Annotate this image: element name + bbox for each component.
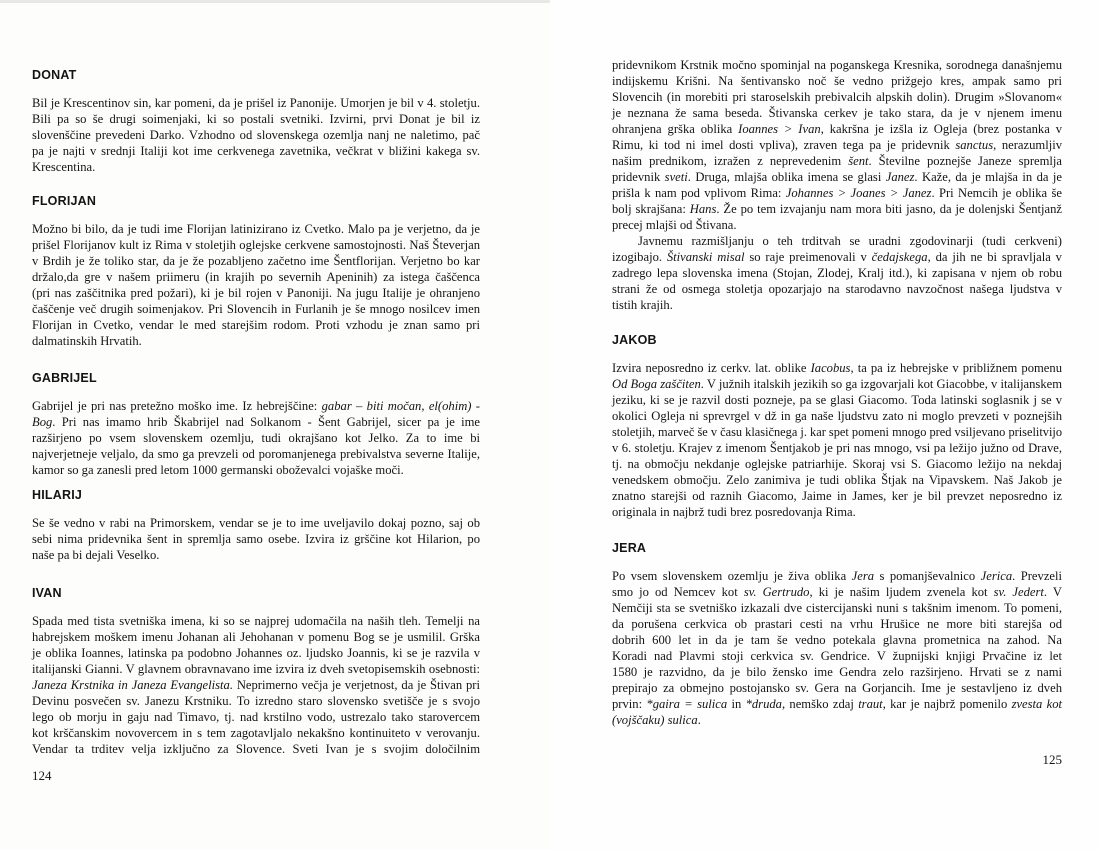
book-page-right bbox=[550, 0, 1100, 850]
text-run: Izvira neposredno iz cerkv. lat. oblike bbox=[612, 361, 811, 375]
text-run: , nemško zdaj bbox=[781, 697, 859, 711]
text-run: pridevnikom Krstnik močno spominjal na poganskega Kresnika, sorodnega današnjemu bbox=[612, 58, 1062, 72]
italic-text-run: Od Boga zaščiten bbox=[612, 377, 701, 391]
text-line bbox=[32, 645, 480, 661]
text-line bbox=[612, 121, 1062, 137]
text-run: čaščenje več drugih soimenjakov. Pri Slovencih in Furlanih je še mnogo nosilcev imen bbox=[32, 302, 480, 316]
page-number: 124 bbox=[32, 768, 52, 783]
text-line bbox=[32, 333, 480, 349]
italic-text-run: čedajskega bbox=[871, 250, 928, 264]
text-line bbox=[612, 696, 1062, 712]
text-run: habrejskem moškem imenu Johanan ali Jehohanan v pomenu Bog se je usmilil. Grška bbox=[32, 630, 480, 644]
text-run: izogibajo. bbox=[612, 250, 667, 264]
text-line bbox=[32, 237, 480, 253]
text-line bbox=[32, 317, 480, 333]
text-line bbox=[32, 709, 480, 725]
text-run: stoletjih, marveč še v času klasičnega j. kar spet pomeni mnogo pred vsiljevano priselitvijo bbox=[612, 425, 1062, 439]
entry-jera bbox=[612, 540, 1062, 728]
italic-text-run: zvesta kot bbox=[1011, 697, 1063, 711]
text-run: tj. na območju nekdanje oglejske patriarhije. Skoraj vsi S. Giacomo ležijo na nekdaj bbox=[612, 457, 1062, 471]
text-run: sebi nima pridevnika šent in spremlja samo osebe. Izvira iz grščine kot Hilarion, po bbox=[32, 532, 480, 546]
text-line bbox=[32, 629, 480, 645]
text-run: smo jo od Nemcev kot bbox=[612, 585, 744, 599]
text-run: (pri nas zaščitnika pred požari), ki je bil rojen v Panoniji. Na jugu Italije je ohranjeno bbox=[32, 286, 480, 300]
entry-heading: JAKOB bbox=[612, 333, 657, 347]
text-run: , ki je našim ljudem zvenela kot bbox=[809, 585, 994, 599]
text-run: precej mlajši od Štivana. bbox=[612, 218, 737, 232]
italic-text-run: sveti bbox=[664, 170, 688, 184]
text-line bbox=[612, 680, 1062, 696]
text-line bbox=[612, 297, 1062, 313]
text-run: okolici Ogleja ni sprevrgel v dž in ga naše ljudstvu zato ni moglo prevzeti v poznejših bbox=[612, 409, 1062, 423]
text-line bbox=[32, 414, 480, 430]
text-run: slovenščine prevedeni Darko. Vzhodno od slovenskega ozemlja nanj ne naletimo, pač bbox=[32, 128, 480, 142]
entry-gabrijel bbox=[32, 370, 480, 478]
text-run: , kar je najbrž pomenilo bbox=[882, 697, 1012, 711]
paragraph bbox=[32, 221, 480, 349]
text-line bbox=[32, 741, 480, 757]
text-line bbox=[612, 281, 1062, 297]
text-run: Spada med tista svetniška imena, ki so se najprej udomačila na naših tleh. Temelji na bbox=[32, 614, 480, 628]
text-line bbox=[32, 253, 480, 269]
text-line bbox=[612, 153, 1062, 169]
entry-ivan bbox=[32, 585, 480, 757]
text-run: držalo,da gre v našem priimeru (in krajih po severnih Apeninih) za istega čaščenca bbox=[32, 270, 480, 284]
text-line bbox=[612, 472, 1062, 488]
italic-text-run: Bog bbox=[32, 415, 53, 429]
text-run: Gabrijel je pri nas pretežno moško ime. Iz hebrejščine: bbox=[32, 399, 322, 413]
text-run: in bbox=[727, 697, 746, 711]
entry-heading: FLORIJAN bbox=[32, 194, 97, 208]
text-line bbox=[32, 143, 480, 159]
paragraph bbox=[32, 515, 480, 563]
text-run: Se še vedno v rabi na Primorskem, vendar se je to ime uveljavilo dokaj pozno, saj ob bbox=[32, 516, 480, 530]
text-line bbox=[612, 648, 1062, 664]
text-run: v 6. stoletju. Krajev z imenom Šentjakob je pri nas mnogo, vsi pa ležijo južno od Drave, bbox=[612, 441, 1062, 455]
text-run: je neznana že sama beseda. Štivanska cerkev je tako stara, da je v njenem imenu bbox=[612, 106, 1062, 120]
text-line bbox=[612, 712, 1062, 728]
text-run: znatno starejši od raznih Giacomo, Jaime in James, ker je bil prevzet neposredno iz bbox=[612, 489, 1062, 503]
text-run: Rimu, ki tod ni imel dosti vpliva), zraven tega pa je pridevnik bbox=[612, 138, 956, 152]
italic-text-run: Janez bbox=[885, 170, 915, 184]
text-run: pridevnik bbox=[612, 170, 665, 184]
text-run: , nerazumljiv bbox=[993, 138, 1062, 152]
text-line bbox=[612, 616, 1062, 632]
text-run: Slovencih (in morebiti pri staroselskih prebivalcih alpskih dolin). Drugim »Slovanom« bbox=[612, 90, 1062, 104]
text-run: prvin: bbox=[612, 697, 647, 711]
text-line bbox=[32, 693, 480, 709]
text-run: Vendar ta trditev velja izključno za Slovence. Sveti Ivan je s svojim določilnim bbox=[32, 742, 480, 756]
text-run: so raje preimenovali v bbox=[744, 250, 872, 264]
text-run: ohranjena grška oblika bbox=[612, 122, 739, 136]
text-run: jeziku, ki se je razvil dosti pozneje, pa se glasi Giacomo. Toda latinski soglasnik j se v bbox=[612, 393, 1062, 407]
text-run: . bbox=[697, 713, 701, 727]
text-line bbox=[612, 201, 1062, 217]
entry-donat bbox=[32, 67, 480, 175]
text-run: pa je najti v srednji Italiji kot ime cerkvenega zavetnika, večkrat v bližini kakega sv. bbox=[32, 144, 480, 158]
text-run: , da jih ne bi spravljala v bbox=[927, 250, 1062, 264]
text-line bbox=[612, 217, 1062, 233]
text-line bbox=[612, 265, 1062, 281]
text-run: Po vsem slovenskem ozemlju je živa oblika bbox=[612, 569, 852, 583]
text-line bbox=[32, 430, 480, 446]
text-run: Bili pa so še drugi soimenjaki, ki so postali svetniki. Izvirni, prvi Donat je bil iz bbox=[32, 112, 480, 126]
text-line bbox=[612, 568, 1062, 584]
text-run: bolj skrajšana: bbox=[612, 202, 690, 216]
text-line bbox=[32, 159, 480, 175]
text-line bbox=[32, 301, 480, 317]
text-run: 1580 je razvidno, da je bilo žensko ime Gendra zelo razširjeno. Hrvati se z nami bbox=[612, 665, 1062, 679]
text-line bbox=[32, 661, 480, 677]
text-line bbox=[32, 515, 480, 531]
text-run: originala in najbrž tudi brez posredovanja Rima. bbox=[612, 505, 856, 519]
text-line bbox=[612, 408, 1062, 424]
text-run: Florijan in Cvetko, vendar le med starejšim rodom. Proti vzhodu je znan samo pri bbox=[32, 318, 480, 332]
text-run: zadrego lepa slovenska imena (Stojan, Zlodej, Kralj itd.), ki zapisana v njem ob robu bbox=[612, 266, 1062, 280]
text-run: . Kaže, da je mlajša in da je bbox=[914, 170, 1062, 184]
text-line bbox=[612, 488, 1062, 504]
entry-florijan bbox=[32, 193, 480, 349]
text-run: našim prednikom, izražen z neprevedenim bbox=[612, 154, 849, 168]
text-line bbox=[612, 360, 1062, 376]
text-run: venedskem območju. Zelo zanimiva je tudi oblika Štjak na Vipavskem. Naš Jakob je bbox=[612, 473, 1062, 487]
text-line bbox=[32, 462, 480, 478]
paragraph bbox=[612, 57, 1062, 233]
text-line bbox=[612, 169, 1062, 185]
italic-text-run: Janeza Krstnika in Janeza Evangelista. bbox=[32, 678, 233, 692]
text-run: Bil je Krescentinov sin, kar pomeni, da je prišel iz Panonije. Umorjen je bil v 4. stoletju. bbox=[32, 96, 480, 110]
paragraph bbox=[32, 95, 480, 175]
italic-text-run: Ioannes > Ivan bbox=[738, 122, 821, 136]
text-line bbox=[612, 89, 1062, 105]
text-line bbox=[32, 127, 480, 143]
text-line bbox=[612, 664, 1062, 680]
text-line bbox=[612, 584, 1062, 600]
text-line bbox=[32, 111, 480, 127]
text-run: prepirajo za obmejno postojansko sv. Gera na Gorjancih. Ime je sestavljeno iz dveh bbox=[612, 681, 1062, 695]
text-line bbox=[612, 233, 1062, 249]
paragraph bbox=[612, 360, 1062, 520]
italic-text-run: Jerica bbox=[980, 569, 1013, 583]
entry-heading: GABRIJEL bbox=[32, 371, 97, 385]
entry-continuation bbox=[612, 57, 1062, 313]
text-run: strani že od osmega stoletja opozarjajo na starodavno navzočnost našega ljudstva v bbox=[612, 282, 1062, 296]
text-run: Možno bi bilo, da je tudi ime Florijan latinizirano iz Cvetko. Malo pa je verjetno, da je bbox=[32, 222, 480, 236]
text-run: , ta pa iz hebrejske v približnem pomenu bbox=[850, 361, 1062, 375]
entry-heading: JERA bbox=[612, 541, 647, 555]
text-line bbox=[32, 547, 480, 563]
entry-heading: IVAN bbox=[32, 586, 62, 600]
text-run: prišel Florijanov kult iz Rima v stoletjih oglejske cerkvene samostojnosti. Naš Števerjan bbox=[32, 238, 480, 252]
italic-text-run: Jera bbox=[851, 569, 875, 583]
text-line bbox=[612, 600, 1062, 616]
text-line bbox=[32, 446, 480, 462]
text-run: lego ob morju in gaju nad Timavo, tj. nad krstilno vodo, ustrezalo tako starovercem bbox=[32, 710, 480, 724]
italic-text-run: (vojščaku) sulica bbox=[612, 713, 698, 727]
italic-text-run: traut bbox=[858, 697, 883, 711]
text-run: . V južnih italskih jezikih so ga izgovarjali kot Giacobbe, v italijanskem bbox=[700, 377, 1062, 391]
text-line bbox=[32, 269, 480, 285]
text-run: Nemčiji sta se svetniško izkazali dve cistercijanski nuni s takšnim imenom. To pomeni, bbox=[612, 601, 1062, 615]
text-run: Koradi nad Plavmi stoji cerkvica sv. Gendrice. V župnijski knjigi Prvačine iz let bbox=[612, 649, 1062, 663]
text-run: . Druga, mlajša oblika imena se glasi bbox=[687, 170, 886, 184]
entry-heading: DONAT bbox=[32, 68, 77, 82]
text-line bbox=[612, 440, 1062, 456]
text-line bbox=[612, 57, 1062, 73]
text-line bbox=[32, 677, 480, 693]
text-run: , kakršna je izšla iz Ogleja (brez postanka v bbox=[820, 122, 1062, 136]
text-line bbox=[612, 392, 1062, 408]
italic-text-run: sv. Jedert bbox=[993, 585, 1044, 599]
text-run: Javnemu razmišljanju o teh trditvah se uradni zgodovinarji (tudi cerkveni) bbox=[638, 234, 1062, 248]
text-line bbox=[32, 95, 480, 111]
text-run: dobrih 600 let in da je tam še vedno potekala glavna prometnica na zahod. Na bbox=[612, 633, 1062, 647]
text-run: je oblika Ioannes, latinska pa podobno Johannes oz. ljudsko Joannis, ki se je razvila v bbox=[32, 646, 480, 660]
text-run: najverjetneje veljalo, da smo ga prevzeli od poromanjenega prebivalstva severne Italije, bbox=[32, 447, 480, 461]
text-line bbox=[32, 398, 480, 414]
text-line bbox=[32, 725, 480, 741]
text-run: naše pa bi dejali Veselko. bbox=[32, 548, 160, 562]
text-run: kamor so ga zanesli pred letom 1000 germanski oboževalci vojaške moči. bbox=[32, 463, 404, 477]
text-run: . Pri Nemcih je oblika še bbox=[931, 186, 1063, 200]
text-line bbox=[32, 531, 480, 547]
text-run: s pomanjševalnico bbox=[874, 569, 981, 583]
italic-text-run: Štivanski misal bbox=[666, 250, 745, 264]
text-run: tistih krajih. bbox=[612, 298, 673, 312]
entry-heading: HILARIJ bbox=[32, 488, 83, 502]
italic-text-run: *gaira = sulica bbox=[646, 697, 728, 711]
text-line bbox=[32, 613, 480, 629]
text-line bbox=[612, 632, 1062, 648]
italic-text-run: sv. Gertrudo bbox=[743, 585, 810, 599]
italic-text-run: Hans bbox=[689, 202, 717, 216]
text-run: Neprimerno večja je verjetnost, da je Štivan pri bbox=[233, 678, 480, 692]
text-run: Krescentina. bbox=[32, 160, 96, 174]
entry-hilarij bbox=[32, 487, 480, 563]
italic-text-run: *druda bbox=[745, 697, 782, 711]
italic-text-run: šent bbox=[848, 154, 869, 168]
text-line bbox=[612, 504, 1062, 520]
paragraph bbox=[612, 233, 1062, 313]
text-run: . V bbox=[1043, 585, 1062, 599]
text-run: . Številne poznejše Janeze spremlja bbox=[868, 154, 1063, 168]
paragraph bbox=[612, 568, 1062, 728]
text-line bbox=[612, 105, 1062, 121]
page-number: 125 bbox=[1042, 752, 1062, 767]
paragraph bbox=[32, 613, 480, 757]
text-line bbox=[612, 456, 1062, 472]
italic-text-run: Iacobus bbox=[810, 361, 851, 375]
text-run: prišla k nam pod vplivom Rima: bbox=[612, 186, 786, 200]
text-run: . Pri nas imamo hrib Škabrijel nad Solkanom - Šent Gabrijel, sicer pa je ime bbox=[52, 415, 480, 429]
text-line bbox=[612, 185, 1062, 201]
text-run: dalmatinskih Hrvatih. bbox=[32, 334, 142, 348]
italic-text-run: sanctus bbox=[955, 138, 994, 152]
text-run: Devinu posvečen sv. Janezu Krstniku. To izredno staro slovensko svetišče je s svojo bbox=[32, 694, 480, 708]
text-line bbox=[612, 424, 1062, 440]
text-line bbox=[612, 376, 1062, 392]
text-line bbox=[612, 137, 1062, 153]
text-run: . Prevzeli bbox=[1012, 569, 1062, 583]
text-line bbox=[612, 249, 1062, 265]
text-line bbox=[32, 221, 480, 237]
text-run: razširjeno po vsem slovenskem ozemlju, tudi okrajšano kot Jelko. Za to ime bi bbox=[32, 431, 480, 445]
text-run: kot krščanskim novovercem in s tem zagotavljalo nekakšno kontinuiteto v verovanju. bbox=[32, 726, 480, 740]
text-line bbox=[32, 285, 480, 301]
entry-jakob bbox=[612, 332, 1062, 520]
italic-text-run: Johannes > Joanes > Janez bbox=[785, 186, 932, 200]
text-run: italijanski Gianni. V glavnem obravnavano ime izvira iz dveh svetopisemskih osebnosti: bbox=[32, 662, 480, 676]
text-line bbox=[612, 73, 1062, 89]
italic-text-run: gabar – biti močan, el(ohim) - bbox=[321, 399, 480, 413]
text-run: v Brdih je že toliko star, da je že pozabljeno začetno ime Šentflorijan. Verjetno bo kar bbox=[32, 254, 480, 268]
paragraph bbox=[32, 398, 480, 478]
text-run: . Že po tem izvajanju nam mora biti jasno, da je dolenjski Šentjanž bbox=[716, 202, 1062, 216]
text-run: da porušena cerkvica ob prastari cesti na vrhu Hrušice ne more biti starejša od bbox=[612, 617, 1062, 631]
text-run: indijskemu Krišni. Na šentivansko noč še vedno prižgejo kres, ampak samo pri bbox=[612, 74, 1062, 88]
